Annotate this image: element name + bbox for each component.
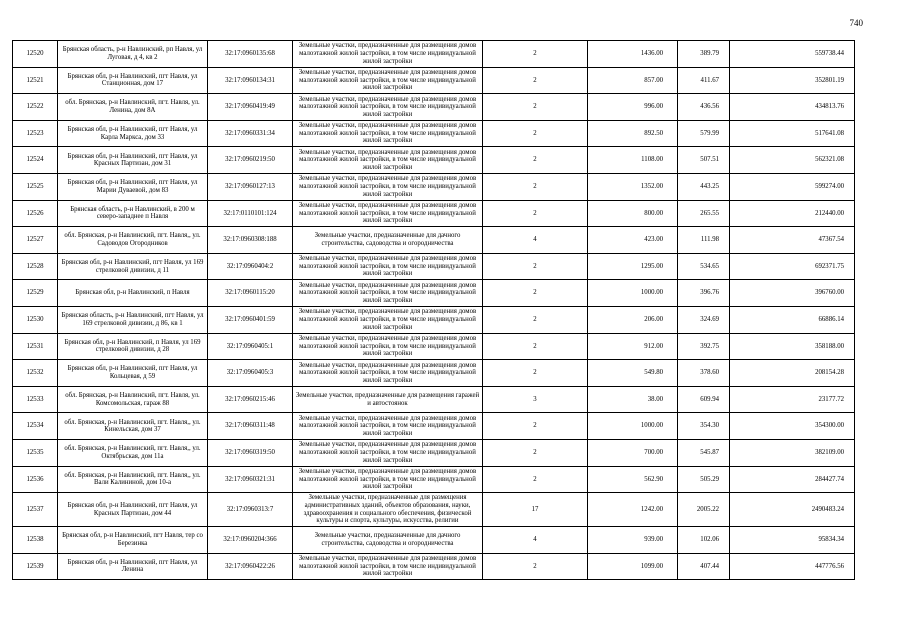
land-use-cell: Земельные участки, предназначенные для размещения домов малоэтажной жилой застройки, в том числе индивидуальной жилой застройки	[293, 120, 483, 147]
cadastral-number-cell: 32:17:0960215:46	[208, 386, 293, 413]
row-number: 12520	[13, 41, 58, 68]
land-use-cell: Земельные участки, предназначенные для размещения домов малоэтажной жилой застройки, в том числе индивидуальной жилой застройки	[293, 466, 483, 493]
land-use-cell: Земельные участки, предназначенные для размещения домов малоэтажной жилой застройки, в том числе индивидуальной жилой застройки	[293, 553, 483, 580]
group-cell: 2	[483, 173, 588, 200]
cadastral-value-cell: 47367.54	[730, 227, 855, 254]
cadastral-number-cell: 32:17:0960321:31	[208, 466, 293, 493]
land-use-cell: Земельные участки, предназначенные для размещения домов малоэтажной жилой застройки, в том числе индивидуальной жилой застройки	[293, 280, 483, 307]
row-number: 12524	[13, 147, 58, 174]
area-cell: 800.00	[588, 200, 678, 227]
area-cell: 423.00	[588, 227, 678, 254]
specific-value-cell: 2005.22	[678, 493, 730, 527]
specific-value-cell: 324.69	[678, 306, 730, 333]
cadastral-number-cell: 32:17:0960405:3	[208, 360, 293, 387]
address-cell: Брянская обл, р-н Навлинский, пгт Навля, ул Карла Маркса, дом 33	[58, 120, 208, 147]
address-cell: обл. Брянская, р-н Навлинский, пгт. Навля, ул. Ленина, дом 8А	[58, 94, 208, 121]
cadastral-value-cell: 447776.56	[730, 553, 855, 580]
address-cell: обл. Брянская, р-н Навлинский, пгт. Навля,, ул. Садоводов Огородников	[58, 227, 208, 254]
land-use-cell: Земельные участки, предназначенные для размещения домов малоэтажной жилой застройки, в том числе индивидуальной жилой застройки	[293, 306, 483, 333]
cadastral-value-cell: 358188.00	[730, 333, 855, 360]
row-number: 12538	[13, 527, 58, 554]
land-use-cell: Земельные участки, предназначенные для размещения домов малоэтажной жилой застройки, в том числе индивидуальной жилой застройки	[293, 41, 483, 68]
address-cell: Брянская обл, р-н Навлинский, пгт Навля, ул Красных Партизан, дом 44	[58, 493, 208, 527]
address-cell: Брянская обл, р-н Навлинский, пгт Навля, ул Ленина	[58, 553, 208, 580]
area-cell: 1295.00	[588, 253, 678, 280]
row-number: 12521	[13, 67, 58, 94]
row-number: 12539	[13, 553, 58, 580]
cadastral-number-cell: 32:17:0960311:48	[208, 413, 293, 440]
group-cell: 2	[483, 94, 588, 121]
cadastral-number-cell: 32:17:0960422:26	[208, 553, 293, 580]
address-cell: обл. Брянская, р-н Навлинский, пгт. Навля,, ул. Кинельская, дом 37	[58, 413, 208, 440]
cadastral-number-cell: 32:17:0960127:13	[208, 173, 293, 200]
address-cell: Брянская обл, р-н Навлинский, пгт Навля, ул Станционная, дом 17	[58, 67, 208, 94]
specific-value-cell: 579.99	[678, 120, 730, 147]
cadastral-value-cell: 208154.28	[730, 360, 855, 387]
cadastral-number-cell: 32:17:0960331:34	[208, 120, 293, 147]
specific-value-cell: 111.98	[678, 227, 730, 254]
specific-value-cell: 378.60	[678, 360, 730, 387]
table-row	[13, 67, 855, 94]
table-row	[13, 360, 855, 387]
cadastral-value-cell: 434813.76	[730, 94, 855, 121]
specific-value-cell: 436.56	[678, 94, 730, 121]
table-row	[13, 200, 855, 227]
cadastral-value-cell: 354300.00	[730, 413, 855, 440]
table-row	[13, 493, 855, 527]
row-number: 12527	[13, 227, 58, 254]
cadastral-value-cell: 382109.00	[730, 439, 855, 466]
address-cell: Брянская обл, р-н Навлинский, п Навля	[58, 280, 208, 307]
land-use-cell: Земельные участки, предназначенные для размещения домов малоэтажной жилой застройки, в том числе индивидуальной жилой застройки	[293, 413, 483, 440]
row-number: 12522	[13, 94, 58, 121]
specific-value-cell: 534.65	[678, 253, 730, 280]
group-cell: 2	[483, 120, 588, 147]
row-number: 12528	[13, 253, 58, 280]
area-cell: 1000.00	[588, 413, 678, 440]
table-row	[13, 94, 855, 121]
cadastral-value-cell: 396760.00	[730, 280, 855, 307]
address-cell: Брянская обл, р-н Навлинский, пгт Навля, ул Красных Партизан, дом 31	[58, 147, 208, 174]
row-number: 12535	[13, 439, 58, 466]
cadastral-value-cell: 692371.75	[730, 253, 855, 280]
address-cell: Брянская обл, р-н Навлинский, п Навля, ул 169 стрелковой дивизии, д 28	[58, 333, 208, 360]
area-cell: 1352.00	[588, 173, 678, 200]
cadastral-number-cell: 32:17:0960313:7	[208, 493, 293, 527]
specific-value-cell: 396.76	[678, 280, 730, 307]
group-cell: 2	[483, 439, 588, 466]
group-cell: 3	[483, 386, 588, 413]
land-use-cell: Земельные участки, предназначенные для размещения домов малоэтажной жилой застройки, в том числе индивидуальной жилой застройки	[293, 173, 483, 200]
table-row	[13, 466, 855, 493]
cadastral-value-cell: 23177.72	[730, 386, 855, 413]
group-cell: 2	[483, 360, 588, 387]
area-cell: 857.00	[588, 67, 678, 94]
specific-value-cell: 407.44	[678, 553, 730, 580]
table-row	[13, 553, 855, 580]
table-row	[13, 306, 855, 333]
cadastral-value-cell: 352801.19	[730, 67, 855, 94]
table-row	[13, 386, 855, 413]
land-use-cell: Земельные участки, предназначенные для размещения домов малоэтажной жилой застройки, в том числе индивидуальной жилой застройки	[293, 439, 483, 466]
address-cell: Брянская область, р-н Навлинский, рп Навля, ул Луговая, д 4, кв 2	[58, 41, 208, 68]
area-cell: 38.00	[588, 386, 678, 413]
area-cell: 1099.00	[588, 553, 678, 580]
specific-value-cell: 545.87	[678, 439, 730, 466]
specific-value-cell: 507.51	[678, 147, 730, 174]
cadastral-value-cell: 517641.08	[730, 120, 855, 147]
address-cell: Брянская обл, р-н Навлинский, пгт Навля, ул Кольцевая, д 59	[58, 360, 208, 387]
address-cell: Брянская область, р-н Навлинский, пгт Навля, ул 169 стрелковой дивизии, д 86, кв 1	[58, 306, 208, 333]
area-cell: 1436.00	[588, 41, 678, 68]
specific-value-cell: 392.75	[678, 333, 730, 360]
address-cell: Брянская обл, р-н Навлинский, пгт Навля, ул 169 стрелковой дивизии, д 11	[58, 253, 208, 280]
area-cell: 700.00	[588, 439, 678, 466]
cadastral-value-cell: 2490483.24	[730, 493, 855, 527]
land-use-cell: Земельные участки, предназначенные для размещения гаражей и автостоянок	[293, 386, 483, 413]
area-cell: 549.80	[588, 360, 678, 387]
row-number: 12529	[13, 280, 58, 307]
specific-value-cell: 354.30	[678, 413, 730, 440]
group-cell: 4	[483, 527, 588, 554]
area-cell: 1108.00	[588, 147, 678, 174]
address-cell: обл. Брянская, р-н Навлинский, пгт. Навля,, ул. Октябрьская, дом 11а	[58, 439, 208, 466]
cadastral-number-cell: 32:17:0960319:50	[208, 439, 293, 466]
specific-value-cell: 505.29	[678, 466, 730, 493]
cadastral-value-cell: 95834.34	[730, 527, 855, 554]
row-number: 12526	[13, 200, 58, 227]
address-cell: обл. Брянская, р-н Навлинский, пгт. Навля,, ул. Вали Калининой, дом 10-а	[58, 466, 208, 493]
cadastral-value-cell: 66886.14	[730, 306, 855, 333]
cadastral-number-cell: 32:17:0960401:59	[208, 306, 293, 333]
row-number: 12537	[13, 493, 58, 527]
address-cell: Брянская обл, р-н Навлинский, пгт Навля, ул Марии Дуваевой, дом 83	[58, 173, 208, 200]
area-cell: 1000.00	[588, 280, 678, 307]
group-cell: 2	[483, 41, 588, 68]
land-use-cell: Земельные участки, предназначенные для размещения домов малоэтажной жилой застройки, в том числе индивидуальной жилой застройки	[293, 147, 483, 174]
land-use-cell: Земельные участки, предназначенные для размещения домов малоэтажной жилой застройки, в том числе индивидуальной жилой застройки	[293, 360, 483, 387]
table-row	[13, 333, 855, 360]
cadastral-number-cell: 32:17:0960308:188	[208, 227, 293, 254]
area-cell: 996.00	[588, 94, 678, 121]
table-row	[13, 227, 855, 254]
address-cell: обл. Брянская, р-н Навлинский, пгт. Навля, ул. Комсомольская, гараж 88	[58, 386, 208, 413]
cadastral-number-cell: 32:17:0960219:50	[208, 147, 293, 174]
group-cell: 17	[483, 493, 588, 527]
land-use-cell: Земельные участки, предназначенные для дачного строительства, садоводства и огородничества	[293, 227, 483, 254]
cadastral-table	[12, 40, 855, 580]
table-row	[13, 173, 855, 200]
cadastral-number-cell: 32:17:0110101:124	[208, 200, 293, 227]
row-number: 12530	[13, 306, 58, 333]
address-cell: Брянская область, р-н Навлинский, в 200 м северо-западнее п Навля	[58, 200, 208, 227]
cadastral-number-cell: 32:17:0960405:1	[208, 333, 293, 360]
row-number: 12525	[13, 173, 58, 200]
group-cell: 2	[483, 67, 588, 94]
land-use-cell: Земельные участки, предназначенные для размещения домов малоэтажной жилой застройки, в том числе индивидуальной жилой застройки	[293, 94, 483, 121]
specific-value-cell: 411.67	[678, 67, 730, 94]
row-number: 12531	[13, 333, 58, 360]
cadastral-value-cell: 284427.74	[730, 466, 855, 493]
row-number: 12523	[13, 120, 58, 147]
row-number: 12533	[13, 386, 58, 413]
row-number: 12536	[13, 466, 58, 493]
cadastral-value-cell: 562321.08	[730, 147, 855, 174]
table-row	[13, 527, 855, 554]
table-row	[13, 280, 855, 307]
address-cell: Брянская обл, р-н Навлинский, пгт Навля, тер со Березинка	[58, 527, 208, 554]
table-row	[13, 41, 855, 68]
group-cell: 2	[483, 466, 588, 493]
area-cell: 562.90	[588, 466, 678, 493]
cadastral-number-cell: 32:17:0960404:2	[208, 253, 293, 280]
group-cell: 2	[483, 413, 588, 440]
group-cell: 2	[483, 306, 588, 333]
area-cell: 939.00	[588, 527, 678, 554]
cadastral-number-cell: 32:17:0960419:49	[208, 94, 293, 121]
cadastral-number-cell: 32:17:0960204:366	[208, 527, 293, 554]
row-number: 12534	[13, 413, 58, 440]
area-cell: 892.50	[588, 120, 678, 147]
table-row	[13, 120, 855, 147]
land-use-cell: Земельные участки, предназначенные для размещения домов малоэтажной жилой застройки, в том числе индивидуальной жилой застройки	[293, 333, 483, 360]
cadastral-value-cell: 212440.00	[730, 200, 855, 227]
land-use-cell: Земельные участки, предназначенные для размещения домов малоэтажной жилой застройки, в том числе индивидуальной жилой застройки	[293, 67, 483, 94]
area-cell: 1242.00	[588, 493, 678, 527]
table-row	[13, 147, 855, 174]
specific-value-cell: 265.55	[678, 200, 730, 227]
row-number: 12532	[13, 360, 58, 387]
group-cell: 2	[483, 553, 588, 580]
land-use-cell: Земельные участки, предназначенные для дачного строительства, садоводства и огородничества	[293, 527, 483, 554]
group-cell: 2	[483, 253, 588, 280]
land-use-cell: Земельные участки, предназначенные для размещения административных зданий, объектов образования, науки, здравоохранения и социального обеспечения, физической культуры и спорта, культуры, искусства, религии	[293, 493, 483, 527]
cadastral-number-cell: 32:17:0960135:68	[208, 41, 293, 68]
group-cell: 2	[483, 147, 588, 174]
group-cell: 2	[483, 333, 588, 360]
group-cell: 2	[483, 280, 588, 307]
table-row	[13, 413, 855, 440]
specific-value-cell: 609.94	[678, 386, 730, 413]
group-cell: 4	[483, 227, 588, 254]
cadastral-number-cell: 32:17:0960115:20	[208, 280, 293, 307]
cadastral-number-cell: 32:17:0960134:31	[208, 67, 293, 94]
area-cell: 912.00	[588, 333, 678, 360]
cadastral-value-cell: 599274.00	[730, 173, 855, 200]
specific-value-cell: 389.79	[678, 41, 730, 68]
area-cell: 206.00	[588, 306, 678, 333]
land-use-cell: Земельные участки, предназначенные для размещения домов малоэтажной жилой застройки, в том числе индивидуальной жилой застройки	[293, 253, 483, 280]
cadastral-value-cell: 559738.44	[730, 41, 855, 68]
land-use-cell: Земельные участки, предназначенные для размещения домов малоэтажной жилой застройки, в том числе индивидуальной жилой застройки	[293, 200, 483, 227]
specific-value-cell: 443.25	[678, 173, 730, 200]
specific-value-cell: 102.06	[678, 527, 730, 554]
table-row	[13, 253, 855, 280]
page-number: 740	[849, 18, 863, 28]
table-row	[13, 439, 855, 466]
group-cell: 2	[483, 200, 588, 227]
